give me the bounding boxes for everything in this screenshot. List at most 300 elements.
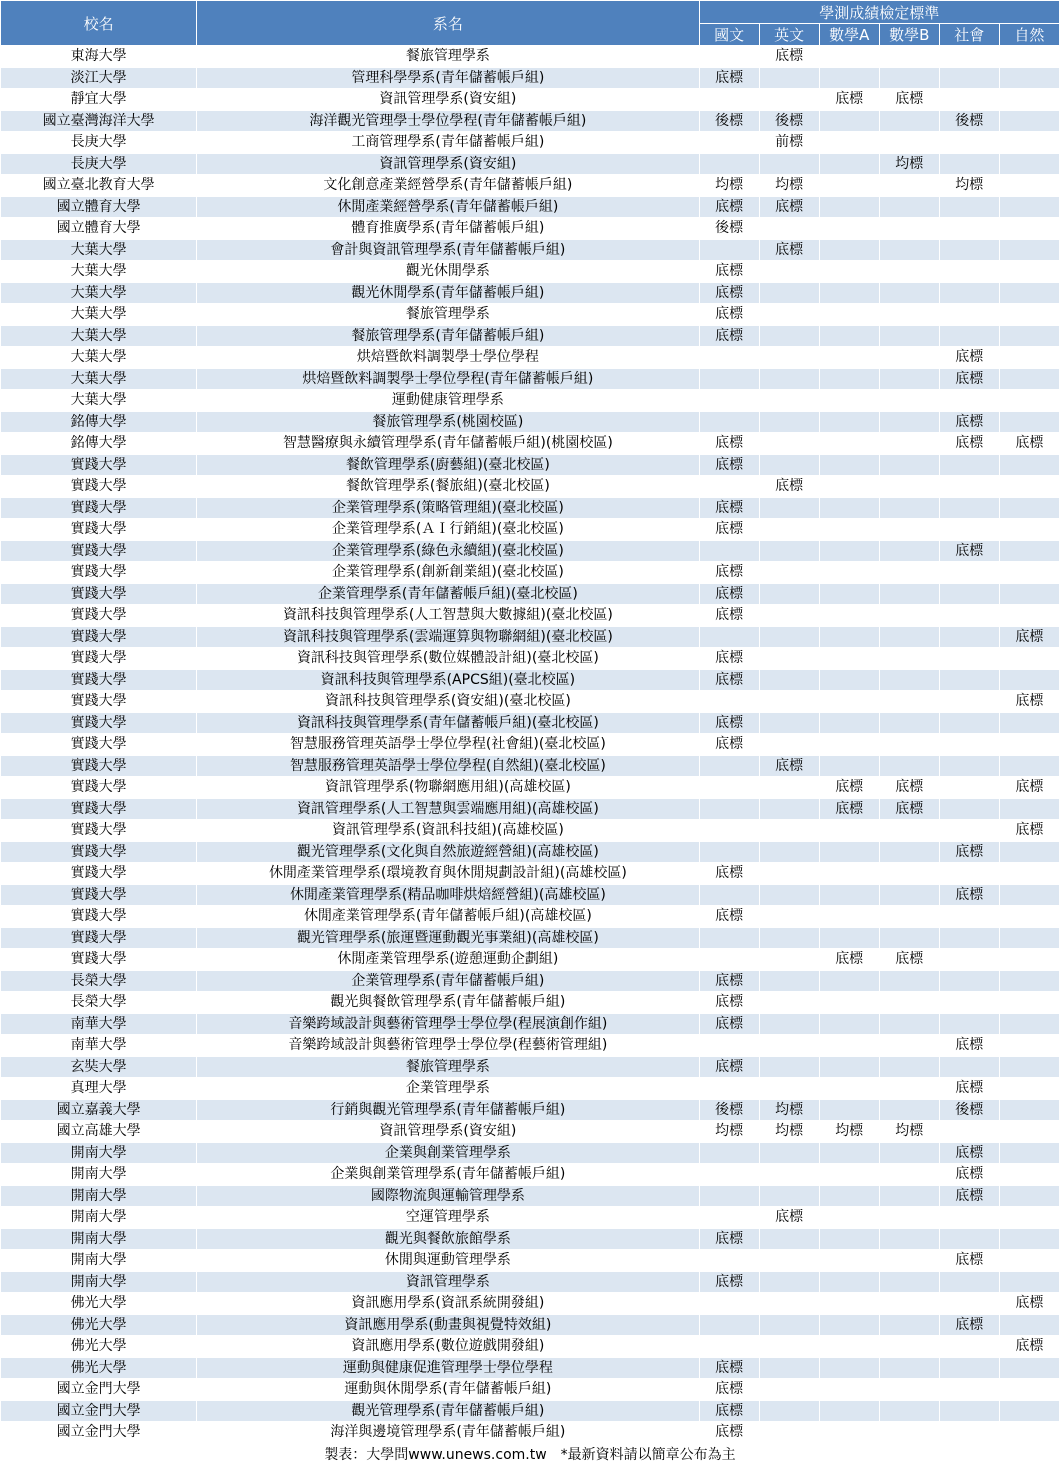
table-row <box>1 648 1060 670</box>
school-cell: 實踐大學 <box>1 906 197 928</box>
score-cell-english <box>759 153 819 175</box>
score-cell-social <box>939 1336 999 1358</box>
table-row <box>1 562 1060 584</box>
score-cell-science <box>999 497 1059 519</box>
table-row <box>1 734 1060 756</box>
score-cell-math-a <box>819 282 879 304</box>
department-cell: 企業與創業管理學系 <box>197 1142 699 1164</box>
score-cell-math-a <box>819 1314 879 1336</box>
score-cell-math-b <box>879 304 939 326</box>
department-cell: 觀光休閒學系 <box>197 261 699 283</box>
score-cell-english <box>759 949 819 971</box>
school-cell: 大葉大學 <box>1 282 197 304</box>
score-cell-math-b <box>879 1185 939 1207</box>
table-row <box>1 626 1060 648</box>
score-cell-english <box>759 304 819 326</box>
score-cell-english <box>759 626 819 648</box>
score-cell-science <box>999 1013 1059 1035</box>
score-cell-science <box>999 153 1059 175</box>
score-cell-social <box>939 196 999 218</box>
score-cell-english: 底標 <box>759 196 819 218</box>
score-cell-math-a: 底標 <box>819 798 879 820</box>
score-cell-english <box>759 282 819 304</box>
score-cell-chinese: 底標 <box>699 970 759 992</box>
score-cell-social <box>939 992 999 1014</box>
table-row <box>1 1207 1060 1229</box>
subject-header-english: 英文 <box>759 24 819 46</box>
table-row <box>1 153 1060 175</box>
score-cell-science <box>999 669 1059 691</box>
score-cell-math-b: 底標 <box>879 798 939 820</box>
score-cell-chinese: 底標 <box>699 196 759 218</box>
table-body <box>1 46 1060 1444</box>
score-cell-math-a <box>819 325 879 347</box>
score-cell-chinese <box>699 884 759 906</box>
score-cell-chinese <box>699 153 759 175</box>
score-cell-english <box>759 1078 819 1100</box>
score-cell-science <box>999 863 1059 885</box>
table-row <box>1 1422 1060 1444</box>
score-cell-math-b <box>879 519 939 541</box>
score-cell-science <box>999 1035 1059 1057</box>
department-cell: 音樂跨域設計與藝術管理學士學位學(程展演創作組) <box>197 1013 699 1035</box>
score-cell-science <box>999 1099 1059 1121</box>
score-cell-math-b <box>879 1207 939 1229</box>
school-cell: 國立金門大學 <box>1 1422 197 1444</box>
score-cell-math-b <box>879 261 939 283</box>
score-cell-math-a: 底標 <box>819 777 879 799</box>
score-cell-social: 均標 <box>939 175 999 197</box>
department-cell: 休閒產業管理學系(遊憩運動企劃組) <box>197 949 699 971</box>
score-cell-social <box>939 1013 999 1035</box>
score-cell-math-a <box>819 239 879 261</box>
table-row <box>1 433 1060 455</box>
table-row <box>1 1379 1060 1401</box>
score-cell-english <box>759 605 819 627</box>
table-row <box>1 583 1060 605</box>
score-cell-chinese: 底標 <box>699 497 759 519</box>
score-cell-science <box>999 1271 1059 1293</box>
score-cell-math-b <box>879 1379 939 1401</box>
department-cell: 企業管理學系(策略管理組)(臺北校區) <box>197 497 699 519</box>
score-cell-math-a <box>819 1035 879 1057</box>
subject-header-social: 社會 <box>939 24 999 46</box>
table-row <box>1 1164 1060 1186</box>
score-cell-social <box>939 454 999 476</box>
score-cell-science <box>999 368 1059 390</box>
score-cell-math-b <box>879 734 939 756</box>
department-cell: 資訊管理學系(人工智慧與雲端應用組)(高雄校區) <box>197 798 699 820</box>
score-cell-english <box>759 1164 819 1186</box>
score-cell-science <box>999 1078 1059 1100</box>
score-cell-science <box>999 1207 1059 1229</box>
score-cell-english <box>759 1314 819 1336</box>
score-cell-science <box>999 605 1059 627</box>
score-cell-science <box>999 1142 1059 1164</box>
score-cell-science: 底標 <box>999 820 1059 842</box>
score-cell-english: 底標 <box>759 476 819 498</box>
score-cell-english <box>759 562 819 584</box>
score-cell-english <box>759 540 819 562</box>
score-cell-social: 底標 <box>939 1164 999 1186</box>
score-cell-math-a <box>819 992 879 1014</box>
score-cell-chinese <box>699 691 759 713</box>
table-row <box>1 196 1060 218</box>
score-cell-chinese: 底標 <box>699 992 759 1014</box>
table-row <box>1 325 1060 347</box>
department-cell: 音樂跨域設計與藝術管理學士學位學(程藝術管理組) <box>197 1035 699 1057</box>
score-cell-social <box>939 669 999 691</box>
department-cell: 餐飲管理學系(廚藝組)(臺北校區) <box>197 454 699 476</box>
score-cell-chinese <box>699 927 759 949</box>
school-cell: 東海大學 <box>1 46 197 68</box>
table-row <box>1 949 1060 971</box>
department-cell: 工商管理學系(青年儲蓄帳戶組) <box>197 132 699 154</box>
score-cell-chinese <box>699 46 759 68</box>
score-cell-social <box>939 153 999 175</box>
score-cell-science <box>999 132 1059 154</box>
table-row <box>1 175 1060 197</box>
table-row <box>1 992 1060 1014</box>
score-cell-social <box>939 949 999 971</box>
score-cell-english <box>759 1056 819 1078</box>
table-row <box>1 1185 1060 1207</box>
table-row <box>1 347 1060 369</box>
score-cell-math-a <box>819 1099 879 1121</box>
score-cell-math-a <box>819 196 879 218</box>
department-cell: 餐旅管理學系 <box>197 1056 699 1078</box>
school-cell: 實踐大學 <box>1 476 197 498</box>
score-cell-science: 底標 <box>999 1336 1059 1358</box>
table-row <box>1 691 1060 713</box>
school-cell: 長榮大學 <box>1 992 197 1014</box>
department-cell: 資訊管理學系(資訊科技組)(高雄校區) <box>197 820 699 842</box>
department-cell: 資訊管理學系 <box>197 1271 699 1293</box>
score-cell-math-a: 底標 <box>819 949 879 971</box>
table-footer-note: 製表：大學問www.unews.com.tw *最新資料請以簡章公布為主 <box>324 1446 736 1463</box>
school-cell: 實踐大學 <box>1 583 197 605</box>
score-cell-chinese: 底標 <box>699 734 759 756</box>
table-row <box>1 1056 1060 1078</box>
score-cell-english <box>759 1228 819 1250</box>
department-cell: 企業管理學系(ＡＩ行銷組)(臺北校區) <box>197 519 699 541</box>
score-cell-science <box>999 992 1059 1014</box>
score-cell-english <box>759 390 819 412</box>
score-cell-math-b <box>879 239 939 261</box>
score-cell-social <box>939 239 999 261</box>
score-cell-english <box>759 906 819 928</box>
score-cell-chinese: 底標 <box>699 562 759 584</box>
score-cell-social: 底標 <box>939 1314 999 1336</box>
score-cell-math-b <box>879 820 939 842</box>
department-cell: 休閒產業管理學系(環境教育與休閒規劃設計組)(高雄校區) <box>197 863 699 885</box>
score-cell-math-b: 底標 <box>879 777 939 799</box>
score-cell-chinese: 底標 <box>699 1422 759 1444</box>
score-cell-social <box>939 1207 999 1229</box>
department-cell: 資訊應用學系(數位遊戲開發組) <box>197 1336 699 1358</box>
school-cell: 實踐大學 <box>1 863 197 885</box>
department-cell: 觀光與餐飲管理學系(青年儲蓄帳戶組) <box>197 992 699 1014</box>
table-row <box>1 368 1060 390</box>
school-cell: 南華大學 <box>1 1035 197 1057</box>
score-cell-math-a <box>819 712 879 734</box>
department-cell: 餐旅管理學系 <box>197 304 699 326</box>
score-cell-math-b <box>879 1422 939 1444</box>
score-cell-math-b <box>879 1035 939 1057</box>
score-cell-social <box>939 1228 999 1250</box>
score-cell-english <box>759 1422 819 1444</box>
score-cell-english: 均標 <box>759 1099 819 1121</box>
score-cell-science <box>999 1164 1059 1186</box>
score-cell-chinese <box>699 626 759 648</box>
score-cell-chinese <box>699 1142 759 1164</box>
score-cell-math-b <box>879 1056 939 1078</box>
score-cell-math-b <box>879 110 939 132</box>
score-cell-social: 底標 <box>939 433 999 455</box>
department-cell: 餐旅管理學系(青年儲蓄帳戶組) <box>197 325 699 347</box>
table-row <box>1 497 1060 519</box>
score-cell-science <box>999 304 1059 326</box>
score-cell-science <box>999 562 1059 584</box>
table-row <box>1 1142 1060 1164</box>
school-cell: 實踐大學 <box>1 884 197 906</box>
score-cell-english <box>759 261 819 283</box>
table-row <box>1 712 1060 734</box>
score-cell-science <box>999 1185 1059 1207</box>
score-cell-math-b <box>879 884 939 906</box>
score-cell-english <box>759 1013 819 1035</box>
score-cell-math-b <box>879 347 939 369</box>
score-cell-english <box>759 712 819 734</box>
department-cell: 餐飲管理學系(餐旅組)(臺北校區) <box>197 476 699 498</box>
table-row <box>1 67 1060 89</box>
department-cell: 烘焙暨飲料調製學士學位學程 <box>197 347 699 369</box>
score-cell-science <box>999 196 1059 218</box>
department-cell: 休閒與運動管理學系 <box>197 1250 699 1272</box>
department-cell: 企業管理學系(青年儲蓄帳戶組) <box>197 970 699 992</box>
score-cell-chinese: 底標 <box>699 605 759 627</box>
score-cell-chinese: 後標 <box>699 1099 759 1121</box>
department-cell: 運動與健康促進管理學士學位學程 <box>197 1357 699 1379</box>
score-cell-math-b <box>879 497 939 519</box>
department-cell: 觀光管理學系(青年儲蓄帳戶組) <box>197 1400 699 1422</box>
score-cell-math-a <box>819 1185 879 1207</box>
score-cell-math-a: 底標 <box>819 89 879 111</box>
score-cell-science <box>999 1379 1059 1401</box>
department-cell: 資訊科技與管理學系(資安組)(臺北校區) <box>197 691 699 713</box>
score-cell-chinese: 底標 <box>699 1228 759 1250</box>
score-cell-science <box>999 712 1059 734</box>
department-cell: 資訊科技與管理學系(數位媒體設計組)(臺北校區) <box>197 648 699 670</box>
score-cell-math-a <box>819 841 879 863</box>
table-row <box>1 411 1060 433</box>
school-cell: 佛光大學 <box>1 1357 197 1379</box>
school-cell: 開南大學 <box>1 1271 197 1293</box>
score-cell-science <box>999 476 1059 498</box>
score-cell-social <box>939 734 999 756</box>
table-row <box>1 755 1060 777</box>
score-cell-science <box>999 1250 1059 1272</box>
score-cell-chinese <box>699 1164 759 1186</box>
score-cell-english: 底標 <box>759 755 819 777</box>
score-cell-chinese: 底標 <box>699 1357 759 1379</box>
table-row <box>1 1013 1060 1035</box>
score-cell-social <box>939 1357 999 1379</box>
score-cell-science <box>999 949 1059 971</box>
score-cell-science <box>999 1121 1059 1143</box>
score-cell-math-b <box>879 1164 939 1186</box>
score-cell-chinese: 底標 <box>699 648 759 670</box>
score-cell-math-a <box>819 1078 879 1100</box>
score-cell-chinese <box>699 368 759 390</box>
score-cell-english <box>759 497 819 519</box>
score-cell-social: 後標 <box>939 110 999 132</box>
score-cell-chinese: 底標 <box>699 669 759 691</box>
school-cell: 佛光大學 <box>1 1314 197 1336</box>
table-row <box>1 476 1060 498</box>
school-cell: 大葉大學 <box>1 325 197 347</box>
score-cell-math-b <box>879 992 939 1014</box>
score-cell-chinese <box>699 89 759 111</box>
table-row <box>1 46 1060 68</box>
table-row <box>1 1228 1060 1250</box>
score-cell-math-b <box>879 476 939 498</box>
score-cell-math-b <box>879 390 939 412</box>
table-row <box>1 282 1060 304</box>
table-row <box>1 1336 1060 1358</box>
score-cell-english <box>759 325 819 347</box>
department-cell: 休閒產業經營學系(青年儲蓄帳戶組) <box>197 196 699 218</box>
score-cell-social <box>939 712 999 734</box>
score-cell-math-a <box>819 153 879 175</box>
school-cell: 南華大學 <box>1 1013 197 1035</box>
score-cell-social: 底標 <box>939 841 999 863</box>
score-cell-science <box>999 1228 1059 1250</box>
score-cell-math-b <box>879 562 939 584</box>
table-row <box>1 89 1060 111</box>
score-cell-chinese: 均標 <box>699 175 759 197</box>
score-cell-social <box>939 1056 999 1078</box>
score-cell-chinese <box>699 411 759 433</box>
table-row <box>1 261 1060 283</box>
department-cell: 企業管理學系 <box>197 1078 699 1100</box>
score-cell-math-a <box>819 1379 879 1401</box>
score-cell-science <box>999 1400 1059 1422</box>
department-header: 系名 <box>197 1 699 46</box>
score-cell-english <box>759 734 819 756</box>
score-cell-english <box>759 1185 819 1207</box>
score-cell-math-b <box>879 218 939 240</box>
score-cell-math-a <box>819 669 879 691</box>
score-cell-science <box>999 755 1059 777</box>
score-cell-social: 底標 <box>939 1185 999 1207</box>
score-cell-science <box>999 175 1059 197</box>
school-header: 校名 <box>1 1 197 46</box>
department-cell: 運動健康管理學系 <box>197 390 699 412</box>
score-cell-math-b: 均標 <box>879 153 939 175</box>
score-cell-social <box>939 282 999 304</box>
table-row <box>1 906 1060 928</box>
department-cell: 海洋與邊境管理學系(青年儲蓄帳戶組) <box>197 1422 699 1444</box>
score-cell-english <box>759 970 819 992</box>
score-cell-english <box>759 1379 819 1401</box>
table-header <box>1 1 1060 46</box>
score-cell-math-b <box>879 755 939 777</box>
school-cell: 實踐大學 <box>1 734 197 756</box>
score-cell-math-b <box>879 583 939 605</box>
score-cell-social <box>939 261 999 283</box>
score-cell-math-b <box>879 1013 939 1035</box>
score-cell-chinese: 底標 <box>699 1013 759 1035</box>
score-cell-english: 均標 <box>759 1121 819 1143</box>
score-cell-math-a <box>819 1207 879 1229</box>
department-cell: 餐旅管理學系 <box>197 46 699 68</box>
score-cell-science <box>999 540 1059 562</box>
score-cell-chinese: 底標 <box>699 433 759 455</box>
department-cell: 餐旅管理學系(桃園校區) <box>197 411 699 433</box>
score-cell-english: 後標 <box>759 110 819 132</box>
score-cell-math-a <box>819 562 879 584</box>
score-cell-science <box>999 734 1059 756</box>
score-cell-social <box>939 755 999 777</box>
school-cell: 國立嘉義大學 <box>1 1099 197 1121</box>
school-cell: 實踐大學 <box>1 605 197 627</box>
score-cell-math-a <box>819 648 879 670</box>
score-cell-social <box>939 906 999 928</box>
score-cell-chinese: 底標 <box>699 325 759 347</box>
table-row <box>1 1099 1060 1121</box>
score-cell-science: 底標 <box>999 626 1059 648</box>
school-cell: 大葉大學 <box>1 390 197 412</box>
score-cell-english <box>759 669 819 691</box>
subject-header-science: 自然 <box>999 24 1059 46</box>
score-cell-social: 底標 <box>939 1250 999 1272</box>
score-cell-science <box>999 239 1059 261</box>
department-cell: 國際物流與運輸管理學系 <box>197 1185 699 1207</box>
score-cell-english <box>759 583 819 605</box>
score-cell-chinese: 底標 <box>699 67 759 89</box>
score-cell-chinese: 底標 <box>699 261 759 283</box>
score-cell-chinese <box>699 1293 759 1315</box>
score-cell-english <box>759 1142 819 1164</box>
score-cell-chinese: 底標 <box>699 906 759 928</box>
table-row <box>1 519 1060 541</box>
score-cell-english <box>759 1400 819 1422</box>
score-cell-math-a <box>819 1228 879 1250</box>
score-cell-social <box>939 626 999 648</box>
score-cell-math-a <box>819 368 879 390</box>
score-cell-math-a <box>819 1357 879 1379</box>
score-cell-social <box>939 218 999 240</box>
school-cell: 大葉大學 <box>1 347 197 369</box>
department-cell: 智慧醫療與永續管理學系(青年儲蓄帳戶組)(桃園校區) <box>197 433 699 455</box>
score-cell-math-b <box>879 1336 939 1358</box>
score-cell-english <box>759 820 819 842</box>
school-cell: 真理大學 <box>1 1078 197 1100</box>
score-cell-science <box>999 1357 1059 1379</box>
school-cell: 大葉大學 <box>1 368 197 390</box>
score-cell-science <box>999 282 1059 304</box>
score-cell-english <box>759 691 819 713</box>
score-cell-english <box>759 777 819 799</box>
table-row <box>1 1357 1060 1379</box>
department-cell: 觀光與餐飲旅館學系 <box>197 1228 699 1250</box>
table-row <box>1 927 1060 949</box>
score-cell-chinese: 底標 <box>699 1379 759 1401</box>
score-cell-chinese <box>699 820 759 842</box>
department-cell: 資訊科技與管理學系(青年儲蓄帳戶組)(臺北校區) <box>197 712 699 734</box>
school-cell: 靜宜大學 <box>1 89 197 111</box>
